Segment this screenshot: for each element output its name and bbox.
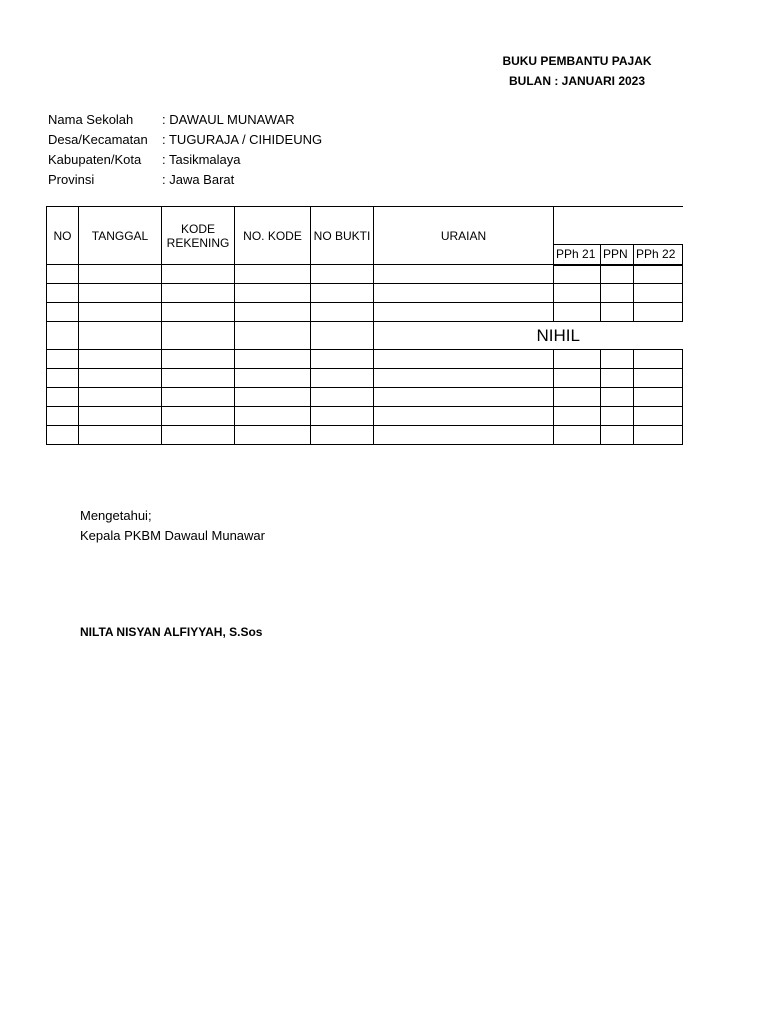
document-period: BULAN : JANUARI 2023 [508, 74, 646, 88]
position-text: Kepala PKBM Dawaul Munawar [80, 528, 265, 543]
info-value: : DAWAUL MUNAWAR [162, 112, 295, 127]
info-label: Kabupaten/Kota [48, 152, 142, 167]
document-title: BUKU PEMBANTU PAJAK [502, 54, 652, 68]
header-uraian: URAIAN [374, 207, 554, 265]
header-ppn: PPN [601, 245, 634, 265]
table-row [47, 426, 683, 445]
info-label: Nama Sekolah [48, 112, 134, 127]
table-row [47, 284, 683, 303]
header-no-kode: NO. KODE [235, 207, 311, 265]
acknowledge-text: Mengetahui; [80, 508, 152, 523]
nihil-note: NIHIL [374, 322, 683, 350]
info-row-school [48, 110, 322, 130]
header-no-bukti: NO BUKTI [311, 207, 374, 265]
table-row [47, 265, 683, 284]
info-row-province [48, 170, 322, 190]
header-no: NO [47, 207, 79, 265]
info-value: : Tasikmalaya [162, 152, 241, 167]
signatory-name: NILTA NISYAN ALFIYYAH, S.Sos [80, 625, 263, 639]
table-row [47, 369, 683, 388]
info-row-regency [48, 150, 322, 170]
info-label: Provinsi [48, 172, 95, 187]
tax-ledger-table [46, 206, 683, 445]
header-kode-rekening [162, 207, 235, 265]
info-label: Desa/Kecamatan [48, 132, 148, 147]
header-kode-line1: KODE [180, 221, 215, 236]
info-value: : TUGURAJA / CIHIDEUNG [162, 132, 323, 147]
table-row [47, 388, 683, 407]
header-kode-line2: REKENING [166, 235, 230, 250]
header-pph22: PPh 22 [634, 245, 683, 265]
info-row-district [48, 130, 322, 150]
header-pph21: PPh 21 [554, 245, 601, 265]
header-tanggal: TANGGAL [79, 207, 162, 265]
info-value: : Jawa Barat [162, 172, 235, 187]
table-row [47, 303, 683, 322]
table-row [47, 407, 683, 426]
table-row [47, 350, 683, 369]
table-row-nihil [47, 322, 683, 350]
school-info [48, 110, 322, 190]
header-tax-group [554, 207, 683, 245]
